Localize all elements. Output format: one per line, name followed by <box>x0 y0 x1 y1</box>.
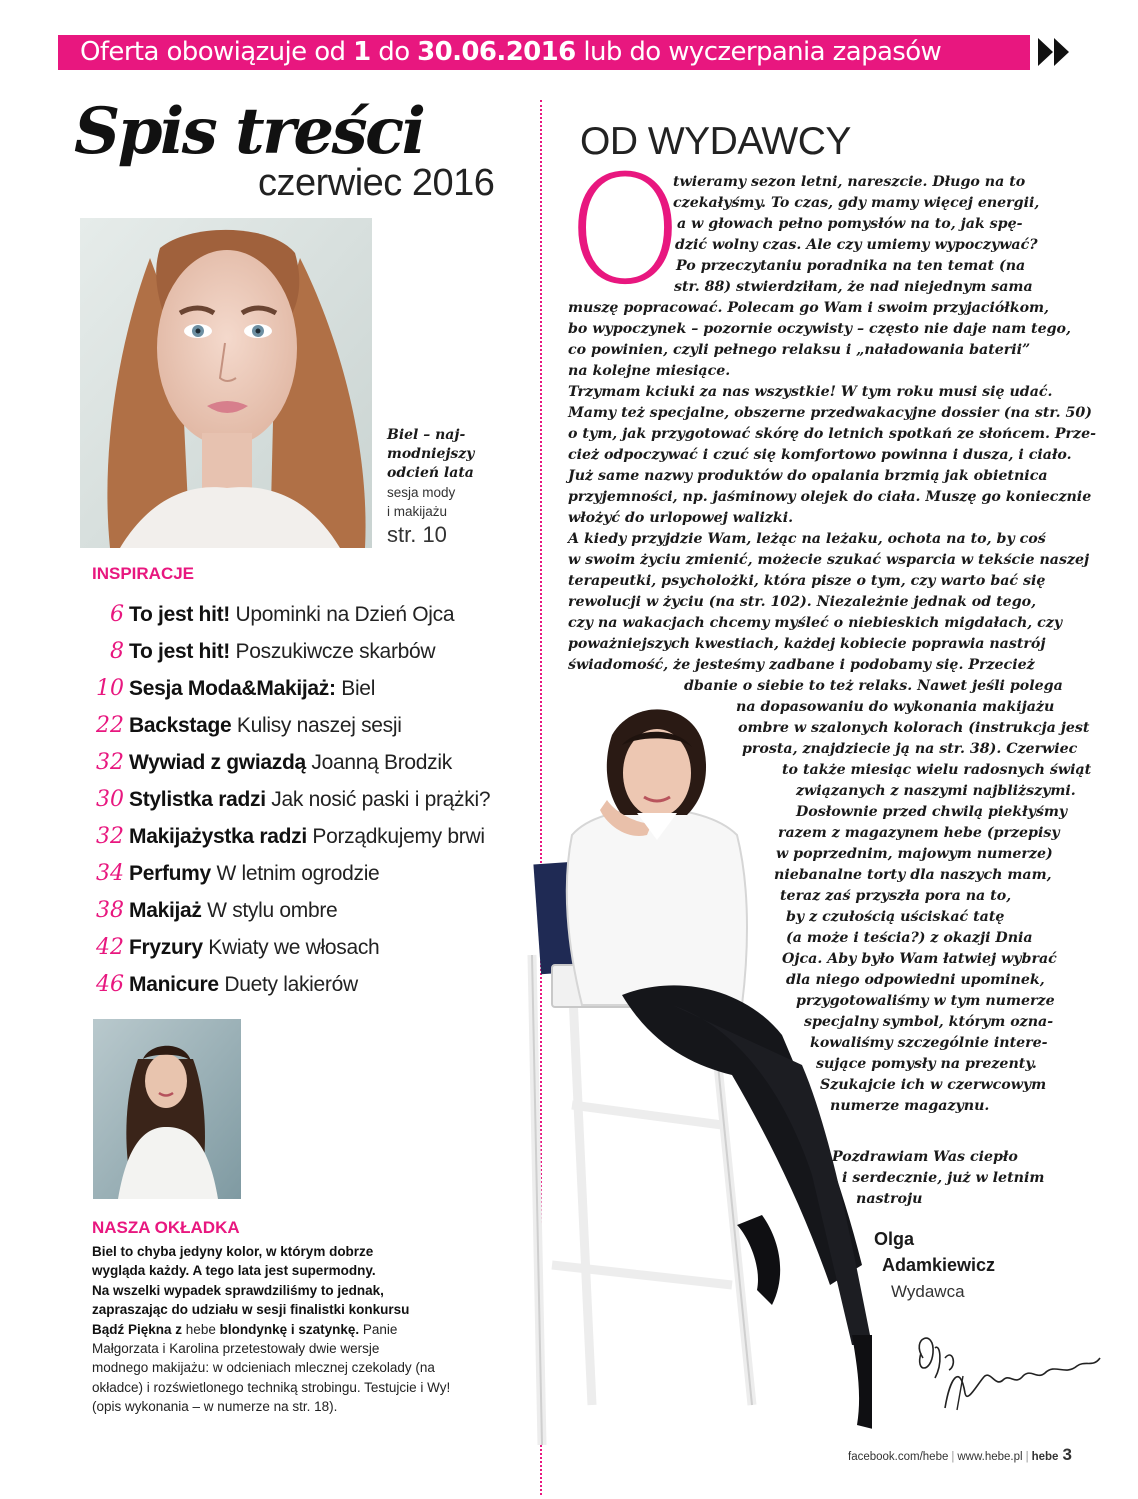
cover-caption-page: str. 10 <box>387 522 447 547</box>
toc-page-number: 32 <box>96 750 124 775</box>
brand-logo-text: hebe <box>185 1321 216 1337</box>
editor-section-title: OD WYDAWCY <box>580 120 851 163</box>
cover-model-photo <box>80 218 372 548</box>
inspiracje-heading: INSPIRACJE <box>92 564 195 583</box>
page-title: Spis treści <box>74 94 424 169</box>
toc-page-number: 32 <box>96 824 124 849</box>
next-page-arrows-icon[interactable] <box>1036 36 1072 68</box>
editor-role: Wydawca <box>891 1282 965 1301</box>
toc-page-number: 22 <box>96 713 124 738</box>
drop-cap: O <box>566 144 685 318</box>
nasza-okladka-text: Biel to chyba jedyny kolor, w którym dobrze wygląda każdy. A tego lata jest supermodny. Na wszelki wypadek sprawdziliśmy to jednak, zapraszając do udziału w sesji finalistki konkursu Bądź Piękna z hebe blondynkę i szatynkę. Panie Małgorzata i Karolina przetestowały dwie wersje modnego makijażu: w odcieniach mlecznej czekolady (na okładce) i rozświetlonego techniką strobingu. Testujcie i Wy! (opis wykonania – w numerze na str. 18). <box>92 1244 451 1415</box>
footer-brand: hebe <box>1031 1451 1059 1463</box>
nasza-okladka-heading: NASZA OKŁADKA <box>92 1218 240 1237</box>
cover-caption-body: sesja mody i makijażu <box>387 485 456 519</box>
offer-banner-text: Oferta obowiązuje od 1 do 30.06.2016 lub do wyczerpania zapasów <box>80 37 942 67</box>
toc-page-number: 38 <box>96 898 124 923</box>
page-footer: facebook.com/hebe | www.hebe.pl | hebe 3 <box>848 1445 1072 1464</box>
toc-page-number: 6 <box>110 602 124 627</box>
cover-caption-title: Biel – naj- modniejszy odcień lata <box>387 427 475 481</box>
toc-page-number: 30 <box>96 787 124 812</box>
cover-photo-caption <box>387 426 517 549</box>
toc-page-number: 46 <box>96 972 124 997</box>
handwritten-signature <box>905 1318 1105 1413</box>
footer-facebook-link[interactable]: facebook.com/hebe <box>848 1451 949 1463</box>
toc-page-number: 10 <box>96 676 124 701</box>
toc-page-number: 34 <box>96 861 124 886</box>
page-number: 3 <box>1062 1445 1072 1464</box>
page-subtitle: czerwiec 2016 <box>258 162 495 204</box>
brunette-model-photo <box>93 1019 241 1199</box>
editor-greeting: Pozdrawiam Was ciepło i serdecznie, już w letnim nastroju <box>832 1149 1045 1207</box>
footer-site-link[interactable]: www.hebe.pl <box>957 1451 1023 1463</box>
toc-page-number: 8 <box>110 639 124 664</box>
editor-name: Olga Adamkiewicz <box>874 1229 996 1275</box>
toc-page-number: 42 <box>96 935 124 960</box>
